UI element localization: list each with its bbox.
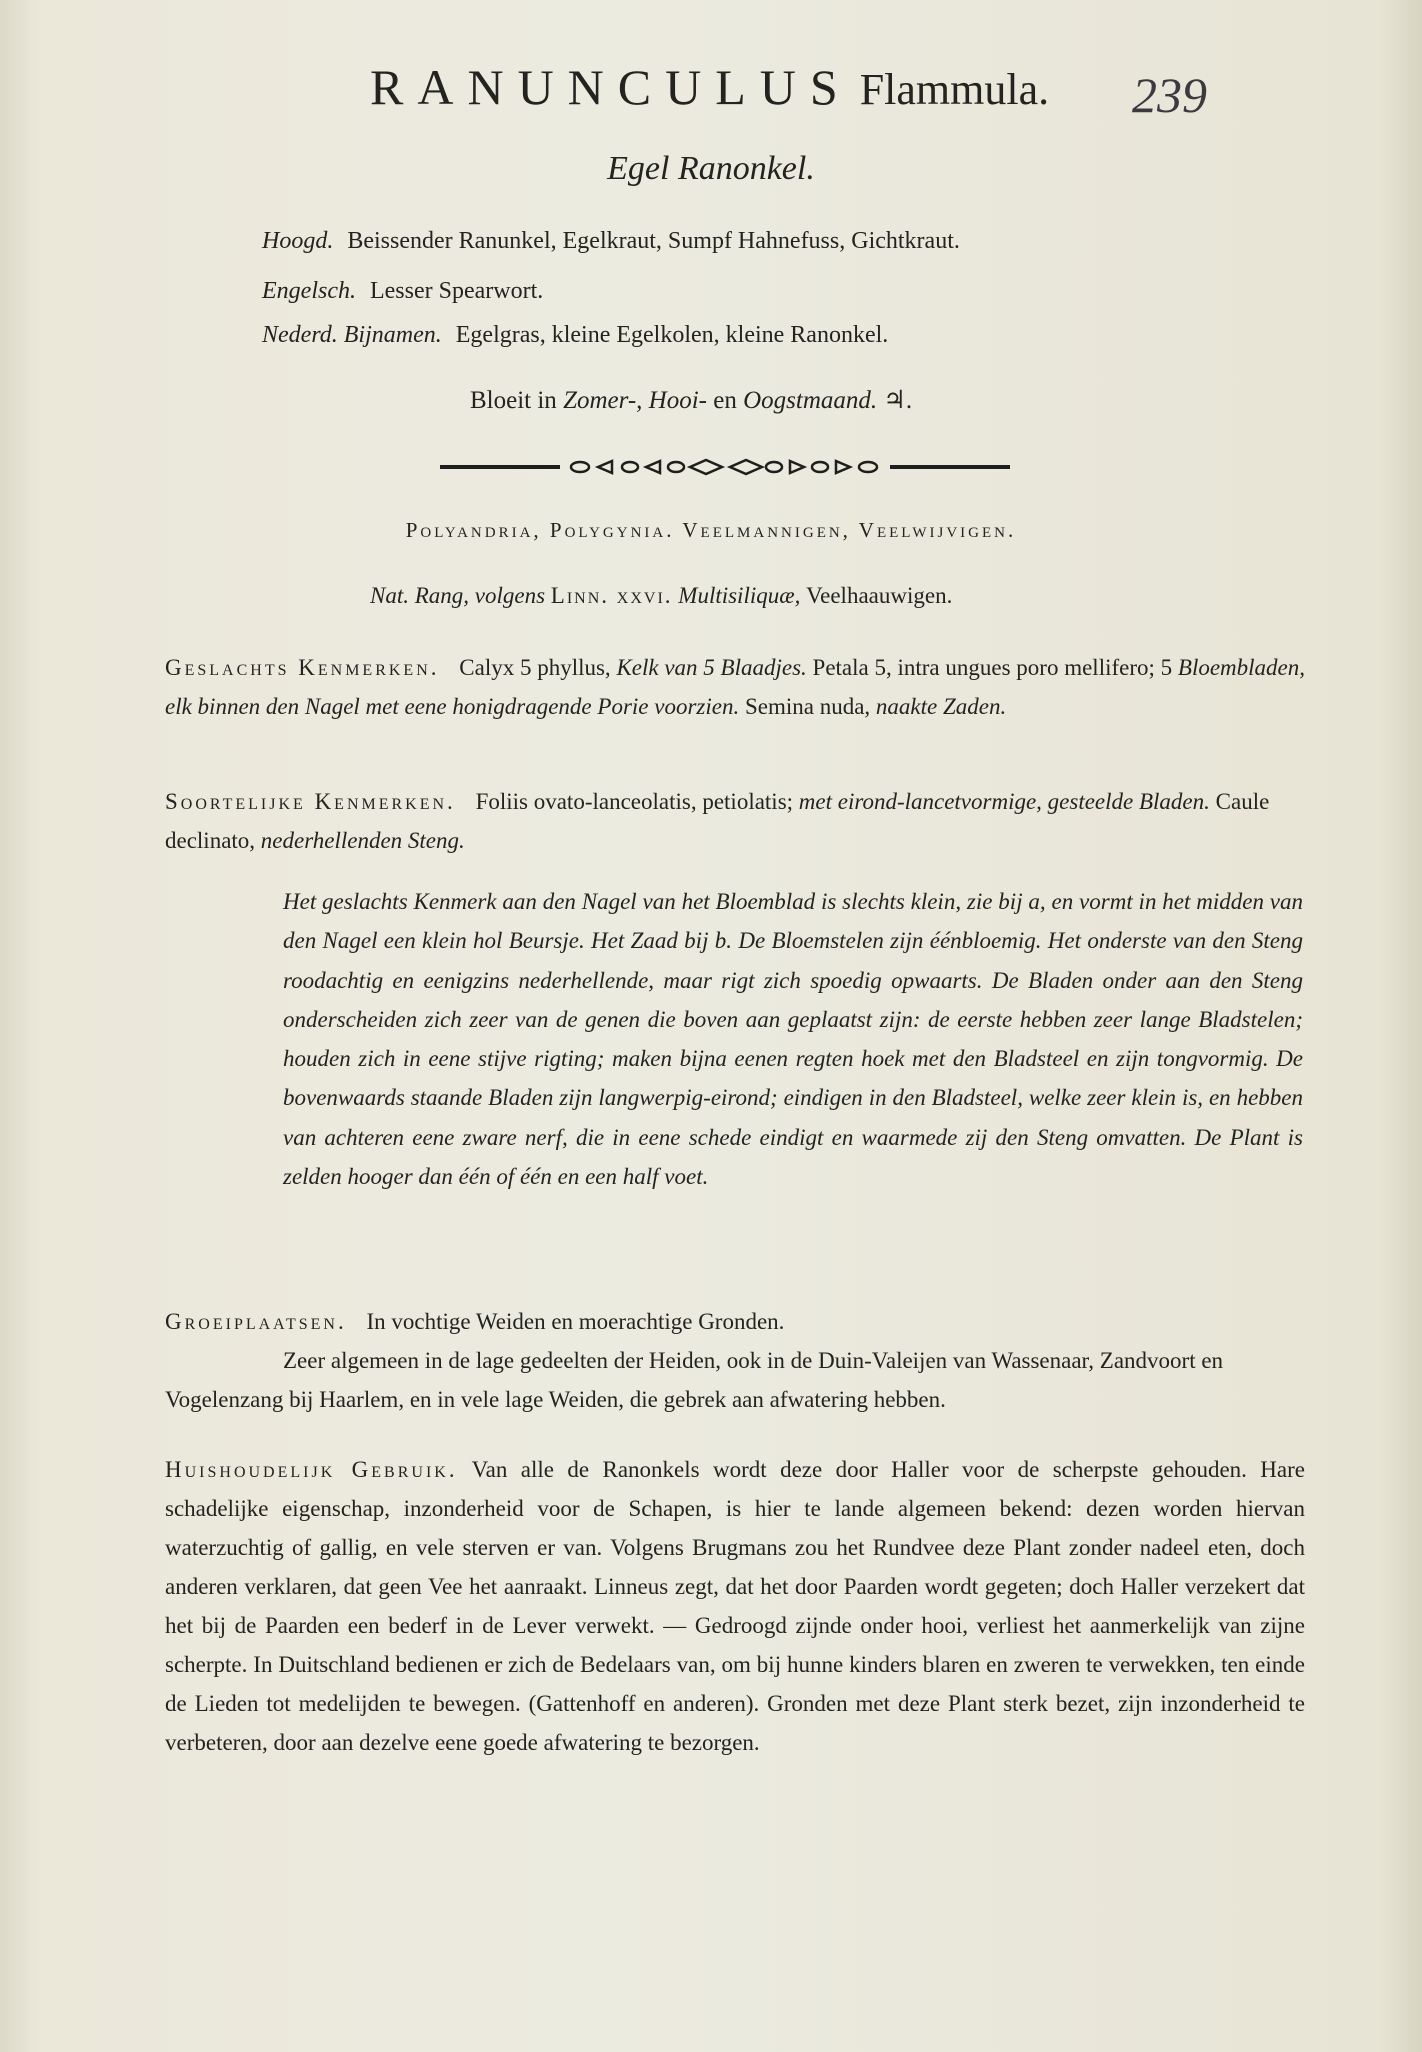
- name-text: Egelgras, kleine Egelkolen, kleine Ranonkel.: [455, 322, 889, 348]
- species-characteristics: Soortelijke Kenmerken. Foliis ovato-lanceolatis, petiolatis; met eirond-lancetvormige, gesteelde Bladen. Caule declinato, nederhellenden Steng.: [165, 789, 1270, 853]
- name-text: Beissender Ranunkel, Egelkraut, Sumpf Hahnefuss, Gichtkraut.: [347, 228, 960, 254]
- habitat-detail: Zeer algemeen in de lage gedeelten der Heiden, ook in de Duin-Valeijen van Wassenaar, Zandvoort en Vogelenzang bij Haarlem, en in vele lage Weiden, die gebrek aan afwatering hebben.: [165, 1348, 1224, 1412]
- household-use-section: Huishoudelijk Gebruik. Van alle de Ranonkels wordt deze door Haller voor de scherpste gehouden. Hare schadelijke eigenschap, inzonderheid voor de Schapen, is hier te lande algemeen bekend: dezen worden hiervan waterzuchtig of gallig, en vele sterven er van. Volgens Brugmans zou het Rundvee deze Plant zonder nadeel eten, doch anderen verklaren, dat geen Vee het aanraakt. Linneus zegt, dat het door Paarden wordt gegeten; doch Haller verzekert dat het bij de Paarden een bederf in de Lever verwekt. — Gedroogd zijnde onder hooi, verliest het aanmerkelijk van zijne scherpte. In Duitschland bedienen er zich de Bedelaars van, om bij hunne kinders blaren en zweren te verwekken, ten einde de Lieden tot medelijden te bewegen. (Gattenhoff en anderen). Gronden met deze Plant sterk bezet, zijn inzonderheid te verbeteren, door aan dezelve eene goede afwatering te bezorgen.: [165, 1457, 1305, 1755]
- section-heading: Geslachts Kenmerken.: [165, 655, 440, 680]
- genus-characteristics: Geslachts Kenmerken. Calyx 5 phyllus, Kelk van 5 Blaadjes. Petala 5, intra ungues poro mellifero; 5 Bloembladen, elk binnen den Nagel met eene honigdragende Porie voorzien. Semina nuda, naakte Zaden.: [165, 655, 1306, 719]
- habitat-section: Groeiplaatsen. In vochtige Weiden en moerachtige Gronden. Zeer algemeen in de lage gedeelten der Heiden, ook in de Duin-Valeijen van Wassenaar, Zandvoort en Vogelenzang bij Haarlem, en in vele lage Weiden, die gebrek aan afwatering hebben.: [165, 1302, 1305, 1419]
- genus-name: RANUNCULUS: [370, 59, 852, 115]
- name-row-dutch: [262, 322, 888, 349]
- section-heading: Groeiplaatsen.: [165, 1309, 347, 1334]
- species-name: Flammula.: [859, 65, 1050, 114]
- name-row-english: [262, 278, 543, 305]
- page-title: [370, 58, 1049, 116]
- natural-rank-line: Nat. Rang, volgens Linn. xxvi. Multisiliquæ, Veelhaauwigen.: [370, 583, 953, 608]
- name-row-german: [262, 228, 960, 255]
- classification-line: Polyandria, Polygynia. Veelmannigen, Veelwijvigen.: [405, 518, 1017, 542]
- description-paragraph: Het geslachts Kenmerk aan den Nagel van het Bloemblad is slechts klein, zie bij a, en vormt in het midden van den Nagel een klein hol Beursje. Het Zaad bij b. De Bloemstelen zijn éénbloemig. Het onderste van den Steng roodachtig en eenigzins nederhellende, maar rigt zich spoedig opwaarts. De Bladen onder aan den Steng onderscheiden zich zeer van de genen die boven aan geplaatst zijn: de eerste hebben zeer lange Bladstelen; houden zich in eene stijve rigting; maken bijna eenen regten hoek met den Bladsteel en zijn tongvormig. De bovenwaards staande Bladen zijn langwerpig-eirond; eindigen in den Bladsteel, welke zeer klein is, en hebben van achteren eene zware nerf, die in eene schede eindigt en waarmede zij den Steng omvatten. De Plant is zelden hooger dan één of één en een half voet.: [283, 889, 1303, 1190]
- name-text: Lesser Spearwort.: [369, 278, 544, 304]
- section-heading: Soortelijke Kenmerken.: [165, 789, 456, 814]
- flowering-line: Bloeit in Zomer-, Hooi- en Oogstmaand. ♃.: [470, 387, 913, 414]
- handwritten-page-number: 239: [1132, 67, 1207, 123]
- ornament-divider-icon: [440, 452, 1010, 482]
- name-lang: Hoogd.: [262, 228, 334, 254]
- section-heading: Huishoudelijk Gebruik.: [165, 1457, 458, 1482]
- perennial-symbol: ♃.: [883, 387, 913, 414]
- name-lang: Nederd. Bijnamen.: [262, 322, 442, 348]
- name-lang: Engelsch.: [262, 278, 356, 304]
- dutch-name: Egel Ranonkel.: [607, 150, 815, 187]
